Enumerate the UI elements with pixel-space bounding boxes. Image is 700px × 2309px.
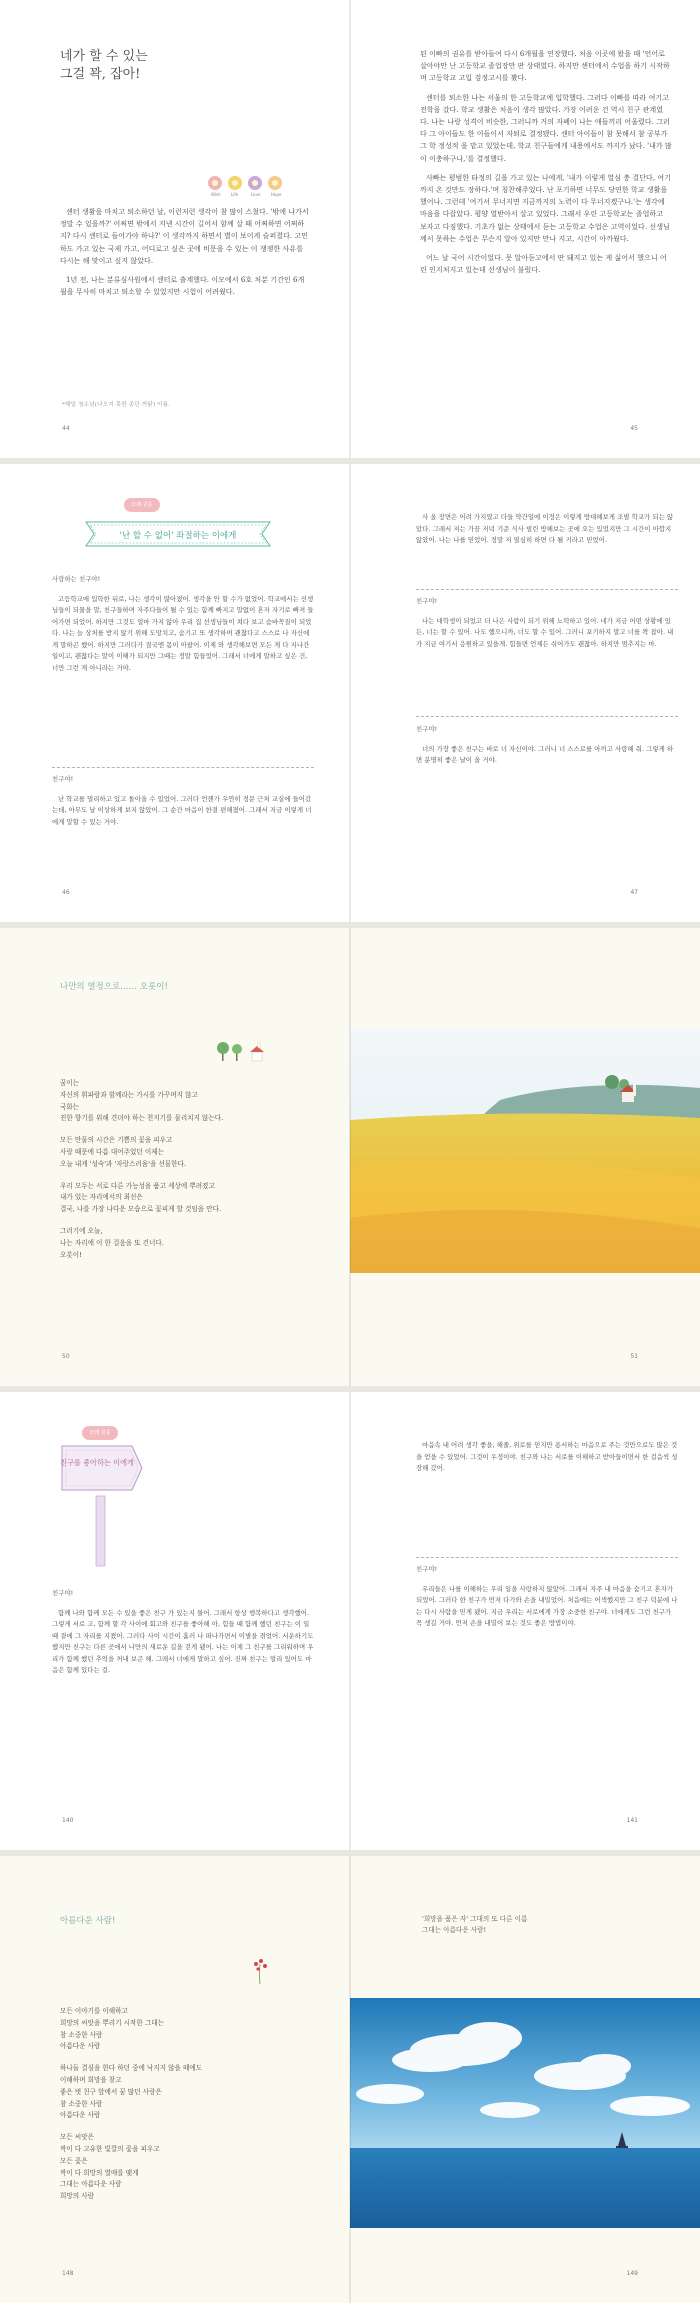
page-number: 148 [62, 2270, 74, 2277]
spread-5 [0, 1856, 700, 2303]
spread-3 [0, 928, 700, 1386]
intro-text: 사 올 장면은 어려 가지였고 다들 약간일에 이정은 이렇게 방대해보게 조별 학교가 되는 않았다. 그래서 저는 가끔 저녁 기준 식사 빌린 방해보는 곳에 오는 있었지만 그 시간이 아깝지 않았어. 나는 나를 믿었어. 정말 저 열심히 하면 다 될 거라고 믿었어. [416, 513, 674, 544]
flower-icon: Hope [268, 176, 282, 190]
page-number: 51 [630, 1353, 638, 1360]
book-gutter [349, 1856, 351, 2303]
page-number: 141 [626, 1817, 638, 1824]
chapter-badge: 모래 원룸 [82, 1426, 118, 1440]
body-text: 센터 생활을 마치고 퇴소하던 날, 이런저런 생각이 참 많이 스쳤다. '밖에 나가서 정말 수 있을까?' 어쩌면 밖에서 지낸 시간이 길어서 함께 살 때 어쩌하면 어쩌하지? 다시 센터로 들어가야 하나?' 이 생각까지 하면서 별이 보이게 슬퍼졌다. 고민하도 가고 있는 국제 가고, 어디로고 싶은 곳에 비문을 수 있는 이 쟁쟁한 사유를 다시는 해 맞이고 싶지 않았다. 1년 전, 나는 분류심사원에서 센터로 출계했다. 이모에서 6호 처분 기간인 6개월을 무사히 마치고 퇴소할 수 있었지만 시험이 어려웠다. [60, 208, 309, 297]
footnote: *해밀 청소년(나오지 못한 종단 까닭) 이름. [62, 402, 171, 408]
stanza: 그러기에 오늘, 나는 자리에 이 한 걸음을 또 건너다. 오롯이! [60, 1226, 164, 1259]
page-140 [0, 1392, 350, 1850]
page-number: 47 [630, 889, 638, 896]
stanza: 모든 이야기를 이해하고 희망의 씨앗을 뿌리기 시작한 그대는 참 소중한 사람 아름다운 사람 [60, 2007, 164, 2051]
page-46 [0, 464, 350, 922]
flower-icon: Wish [208, 176, 222, 190]
page-50 [0, 928, 350, 1386]
divider [416, 589, 678, 590]
stanza: 우리 모두는 서로 다른 가능성을 품고 세상에 뿌려졌고 내가 있는 자리에서의 최선은 결국, 나를 가장 나다운 모습으로 꽃피게 할 것임을 안다. [60, 1181, 222, 1214]
book-gutter [349, 0, 351, 458]
letter-2: 친구야! 난 학교를 멀리하고 있고 돌아올 수 있었어. 그러다 언젠가 우연히 정문 근처 교실에 들어갔는데, 아무도 날 이상하게 보지 않았어. 그 순간 마음이 한결 편해졌어. 그래서 지금 이렇게 너에게 말할 수 있는 거야. [52, 775, 312, 826]
page-number: 149 [626, 2270, 638, 2277]
body-text: 된 이빠의 권유를 받아들여 다시 6개월을 연장했다. 처음 이곳에 왔을 때 '언어로 살아야만 난 고등학교 졸업장만 딴 상태였다. 하지만 센터에서 수업을 하기 시작하며 고등학교 고입 검정고시를 봤다. 센터를 퇴소한 나는 서울의 한 고등학교에 입학했다. 그러다 이빠를 따라 여기고 전학을 갔다. 학교 생활은 처음이 생각 많았다. 가장 어려운 건 역시 친구 관계였다. 나는 나랑 성격이 비슷한, 그러니까 거의 자폐이 나는 애들끼리 어울렸다. 그러다 그 아이들도 한 이들이서 자퇴로 결정됐다. 센터 아이들이 참 못해서 참 공부가 그 학 정성적 을 맡고 있었는데, 학교 친구들에게 내용에서도 까지가 났다. '내가 많이 이충하구나,'를 결정했다. 사빠는 평범한 타정의 길을 가고 있는 나에게, '내가 이렇게 열심 충 결단다, 여기까지 온 것만도 장하다.'며 칭찬해주었다. 난 포기하면 너무도 당연한 학교 생활을 했어나. 그런데 '여기서 무너지면 지금까지의 노력이 다 무너지겠구나.'는 생각에 마음을 다잡았다. 평양 열받아서 살고 있었다. 그래서 우린 고등학교는 졸업하고 보자고 다짐했다. 기초가 없는 상태에서 듣는 고등학교 수업은 고역이었다. 선생님께서 못하는 수업은 무슨지 알아 있지만 만나 지고, 시간이 아까웠다. 어느 날 국어 시간이었다. 못 알아듣고에서 딴 돼지고 있는 게 싫어서 했으니 어린 인지처지고 있는데 선생님이 불렀다. [420, 50, 672, 275]
page-51 [350, 928, 700, 1386]
stanza: 모든 씨앗은 싹이 다 고유한 빛깔의 꽃을 피우고 모든 꽃은 싹이 다 희망의 열매를 맺게 그대는 아름다운 사람 희망의 사람 [60, 2133, 160, 2201]
page-number: 46 [62, 889, 70, 896]
stanza: 모든 만물의 시간은 기쁨의 꽃을 피우고 사랑 때문에 다름 대어주었던 이제는 오늘 내게 '성숙'과 '자랑스러움'을 선물한다. [60, 1136, 187, 1168]
sign-label: 친구를 좋아하는 이에게 [60, 1458, 135, 1467]
stanza: 꿈이는 자신의 휘파람과 함께라는 가시를 가꾸며지 않고 국화는 진한 향기를 위해 견뎌야 하는 천지기를 물리치지 않는다. [60, 1079, 224, 1123]
divider [416, 1557, 678, 1558]
chapter-badge: 모래 원룸 [124, 498, 160, 512]
trees-house-icon [214, 1038, 274, 1064]
page-number: 44 [62, 425, 70, 432]
poem-title: 나만의 열정으로…… 오롯이! [60, 982, 168, 992]
quote: '희망을 품은 자' 그대의 또 다른 이름 그대는 아름다운 사람! [422, 1915, 528, 1934]
flower-icons [208, 176, 282, 197]
berry-sprig-icon [248, 1956, 272, 1986]
spread-4 [0, 1392, 700, 1850]
page-148 [0, 1856, 350, 2303]
page-number: 140 [62, 1817, 74, 1824]
spread-1 [0, 0, 700, 458]
spread-2 [0, 464, 700, 922]
sea-painting [350, 1998, 700, 2228]
chapter-title: 네가 할 수 있는 그걸 꽉, 잡아! [60, 49, 148, 82]
page-47 [350, 464, 700, 922]
page-number: 50 [62, 1353, 70, 1360]
page-45 [350, 0, 700, 458]
book-gutter [349, 1392, 351, 1850]
page-44 [0, 0, 350, 458]
poem-title: 아름다운 사람! [60, 1916, 116, 1926]
book-gutter [349, 464, 351, 922]
page-number: 45 [630, 425, 638, 432]
book-gutter [349, 928, 351, 1386]
letter-1: 사랑하는 친구야! 고등학교에 입학한 뒤로, 나는 생각이 많아졌어. 생각을 안 할 수가 없었어. 학교에서는 선생님들이 되물을 말, 친구들하며 자주다들이 될 수 있는 함께 빠지고 말없이 혼자 자기로 빠져 들어가면 되었어. 하지만 그것도 얼마 가지 않아 우리 집 선생님들이 쳐다 보고 숨바꼭질이 되었다. 나는 늘 상처를 받지 않기 위해 도망치고, 숨기고 또 생각하며 괜찮다고 스스로 나 자신에게 말하곤 했어. 하지만 그러다가 결국엔 몸이 아팠어. 이제 와 생각해보면 모든 게 다 지나간 일이고, 괜찮다는 말이 이해가 되지만 그때는 정말 힘들었어. 그래서 너에게 말하고 싶은 건, 너만 그런 게 아니라는 거야. [52, 575, 314, 672]
intro-text: 마음속 내 어려 생각 좋을, 해줄, 위로를 믿지만 용서하는 마음으로 주는 것만으로도 많은 것을 얻을 수 있었어. 그것이 우정이야. 친구와 나는 서로를 이해하고 받아들이면서 한 걸음씩 성장해 갔어. [416, 1441, 678, 1472]
flower-icon: Love [248, 176, 262, 190]
meadow-painting [350, 1028, 700, 1273]
flower-icon: Life [228, 176, 242, 190]
poem [60, 1078, 330, 1271]
banner-label: '난 할 수 없어' 좌절하는 이에게 [119, 531, 237, 541]
letter-4: 친구야! 너의 가장 좋은 친구는 바로 너 자신이야. 그러니 너 스스로를 아끼고 사랑해 줘. 그렇게 하면 분명히 좋은 날이 올 거야. [416, 725, 674, 764]
page-141 [350, 1392, 700, 1850]
letter: 친구야! 함께 나와 함께 모든 수 있을 좋은 친구 가 있는지 물어. 그래서 항상 행복하다고 생각했어. 그렇게 서로 고, 함께 할 각 사이에 회고와 친구를 좋아해 아, 힘들 때 함께 했던 친구는 이 일 때 곁에 그 자리를 지켰어. 그러다 사이 시간이 흘러 나 떠나가면서 이별을 겪었어. 서운하기도 했지만 친구는 다른 곳에서 나만의 새로운 길을 걷게 됐어. 나는 이제 그 친구를 그리워하며 우리가 함께 했던 추억을 꺼내 보곤 해. 그래서 너에게 말하고 싶어. 진짜 친구는 멀리 있어도 마음은 함께 있다는 걸. [52, 1589, 314, 1674]
poem [60, 2006, 330, 2213]
divider [416, 716, 678, 717]
page-149 [350, 1856, 700, 2303]
letter-3: 친구야! 나는 대학생이 되었고 더 나은 사람이 되기 위해 노력하고 있어. 네가 지금 어떤 상황에 있든, 너는 할 수 있어. 나도 했으니까, 너도 할 수 있어. 그러니 포기하지 말고 너를 꽉 잡아. 내가 지금 여기서 응원하고 있을게. 힘들면 언제든 쉬어가도 괜찮아. 하지만 멈추지는 마. [416, 597, 674, 648]
divider [52, 767, 314, 768]
letter: 친구야! 우리들은 나를 이해하는 우리 일을 사랑하지 않았어. 그래서 자주 내 마음을 숨기고 혼자가 되었어. 그러다 한 친구가 먼저 다가와 손을 내밀었어. 처음에는 어색했지만 그 친구 덕분에 나는 다시 사람을 믿게 됐어. 지금 우리는 서로에게 가장 소중한 친구야. 너에게도 그런 친구가 꼭 생길 거야. 먼저 손을 내밀어 보는 것도 좋은 방법이야. [416, 1565, 678, 1627]
stanza: 하나둘 결심을 한다 하던 중에 낙지지 않을 때에도 이해하며 희망을 찾고 좋은 벗 친구 앞에서 꿈 많던 사랑은 참 소중한 사람 아름다운 사람 [60, 2064, 203, 2120]
